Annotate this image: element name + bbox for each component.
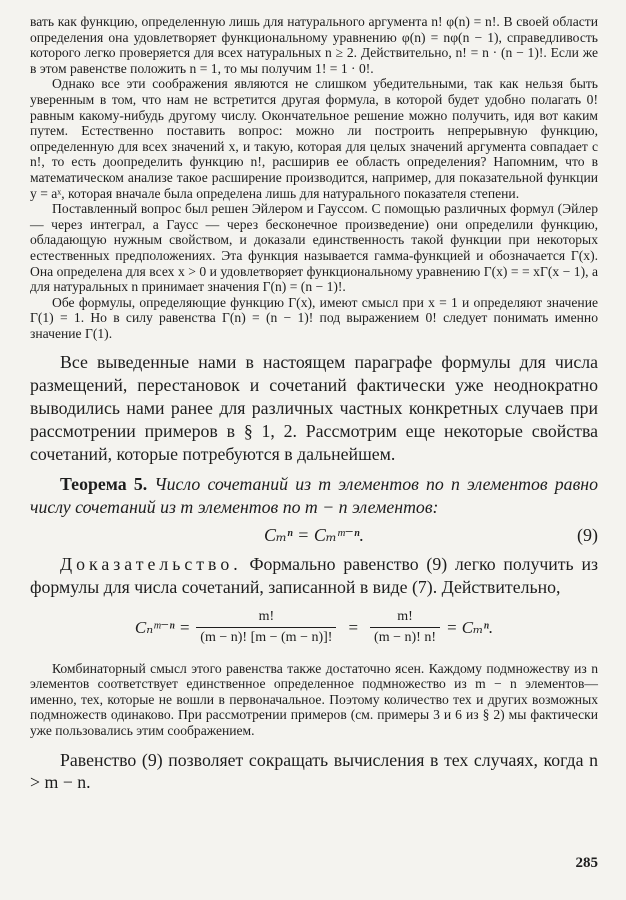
proof-formula [30, 605, 598, 651]
main-text-block [30, 351, 598, 519]
fraction-2 [370, 609, 440, 646]
text-paragraph: Обе формулы, определяющие функцию Γ(x), имеют смысл при x = 1 и определяют значение Γ(1) = 1. Но в силу равенства Γ(n) = (n − 1)! под выражением 0! следует понимать именно значение Γ(1). [30, 294, 598, 341]
text-paragraph: вать как функцию, определенную лишь для натурального аргумента n! φ(n) = n!. В своей области определения она удовлетворяет функциональному уравнению φ(n) = nφ(n − 1), справедливость которого легко проверяется для всех натуральных n ≥ 2. Действительно, n! = n · (n − 1)!. Если же в этом равенстве положить n = 1, то мы получим 1! = 1 · 0!. [30, 14, 598, 76]
fraction-2-numerator: m! [397, 609, 413, 625]
proof-formula-rhs: = Cₘⁿ. [445, 617, 494, 637]
proof-text: Формально равенство (9) легко получить из формулы для числа сочетаний, записанной в виде (7). Действительно, [30, 554, 598, 597]
book-page [30, 14, 598, 794]
formula-9-expression: Cₘⁿ = Cₘᵐ⁻ⁿ. [263, 525, 365, 546]
closing-paragraph: Равенство (9) позволяет сокращать вычисления в тех случаях, когда n > m − n. [30, 749, 598, 793]
theorem-title: Теорема 5. [60, 474, 148, 495]
main-paragraph: Все выведенные нами в настоящем параграфе формулы для числа размещений, перестановок и сочетаний фактически уже неоднократно выводились нами ранее для различных частных конкретных случаев при рассмотрении примеров в § 1, 2. Рассмотрим еще некоторые свойства сочетаний, которые потребуются в дальнейшем. [30, 352, 598, 464]
page-number: 285 [575, 855, 598, 871]
remark-block [30, 661, 598, 739]
fraction-2-denominator: (m − n)! n! [370, 627, 440, 646]
remark-paragraph: Комбинаторный смысл этого равенства также достаточно ясен. Каждому подмножеству из n элементов соответствует единственное определенное подмножество из m − n элементов—именно, тех, которые не вошли в первоначальное. Поэтому количество тех и других возможных подмножеств одинаково. При рассмотрении примеров (см. примеры 3 и 6 из § 2) мы фактически уже пользовались этим соображением. [30, 660, 598, 739]
proof-formula-lhs: Cₙᵐ⁻ⁿ = [134, 617, 191, 637]
closing-block [30, 749, 598, 795]
theorem-statement [30, 473, 598, 519]
fraction-1 [196, 609, 336, 646]
proof-paragraph [30, 553, 598, 599]
fraction-1-numerator: m! [258, 609, 275, 625]
small-print-block [30, 14, 598, 341]
fraction-1-denominator: (m − n)! [m − (m − n)]! [196, 627, 336, 646]
text-paragraph: Однако все эти соображения являются не слишком убедительными, так как нельзя быть уверенным в том, что нам не встретится другая формула, в которой будет удобно полагать 0! равным какому-нибудь другому числу. Окончательное решение можно получить, идя вот каким путем. Естественно поставить вопрос: можно ли построить непрерывную функцию, определенную для всех значений x, и такую, которая для целых значений аргумента совпадает с n!, то есть доопределить функцию n!, расширив ее область определения? Напомним, что в математическом анализе такое расширение производится, например, для показательной функции y = aˣ, которая вначале была определена лишь для натурального показателя степени. [30, 76, 598, 201]
theorem-body: Число сочетаний из m элементов по n элементов равно числу сочетаний из m элементов по m − n элементов: [30, 474, 598, 518]
formula-9 [30, 521, 598, 549]
equals-sign: = [348, 617, 359, 637]
formula-9-number: (9) [577, 525, 598, 546]
proof-block [30, 553, 598, 599]
text-paragraph: Поставленный вопрос был решен Эйлером и Гауссом. С помощью различных формул (Эйлер — через интеграл, а Гаусс — через бесконечное произведение) они определили функцию, обладающую нужным свойством, и доказали единственность такой функции при некоторых естественных предположениях. Эта функция называется гамма-функцией и обозначается Γ(x). Она определена для всех x > 0 и удовлетворяет функциональному уравнению Γ(x) = = xΓ(x − 1), а для натуральных n принимает значения Γ(n) = (n − 1)!. [30, 201, 598, 295]
proof-heading: Доказательство. [60, 554, 242, 575]
